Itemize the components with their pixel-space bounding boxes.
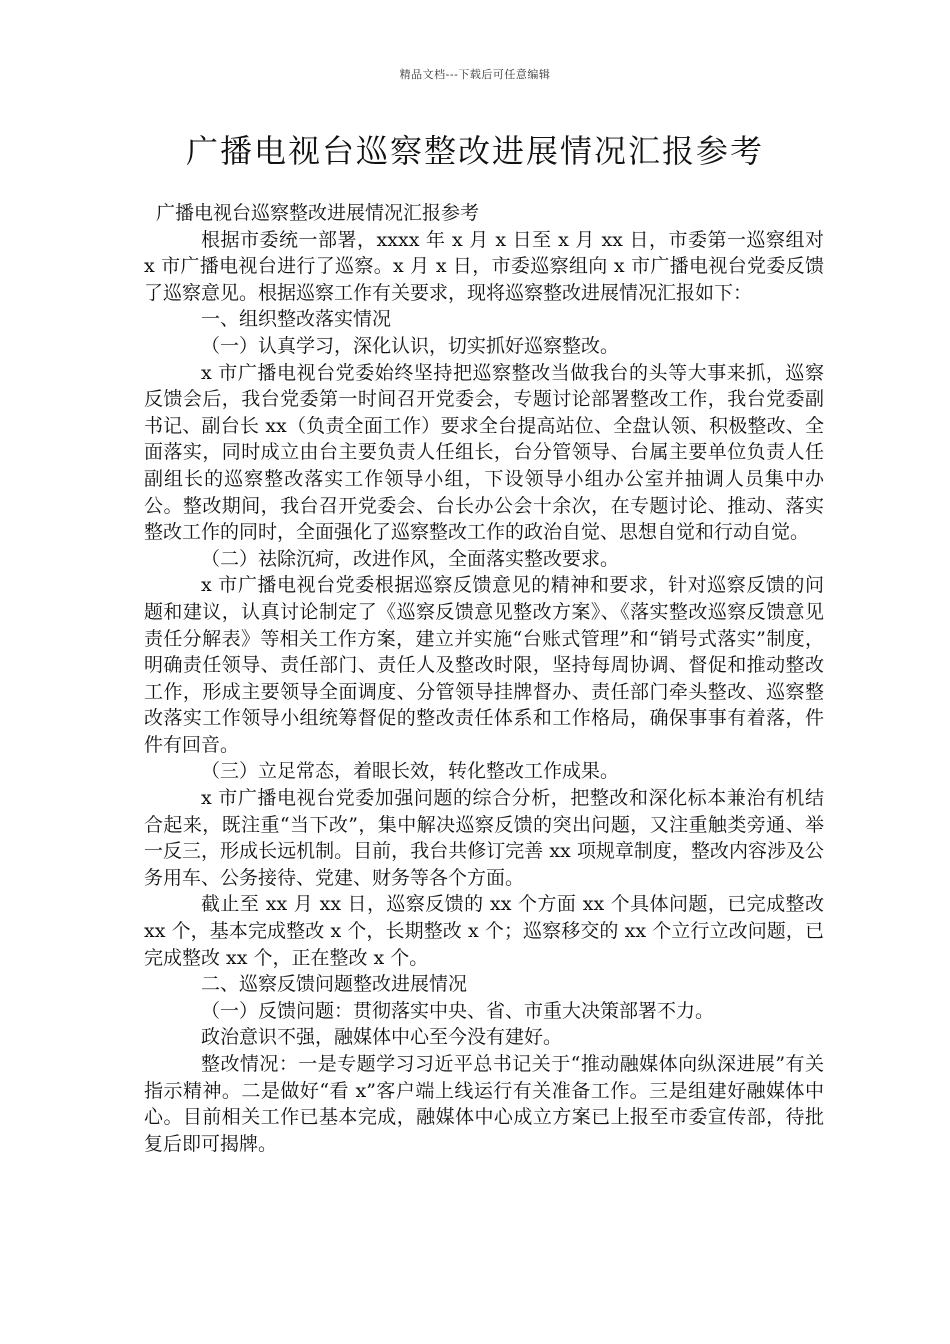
subsection-heading: （二）祛除沉疴，改进作风，全面落实整改要求。 <box>201 547 620 570</box>
paragraph: 政治意识不强，融媒体中心至今没有建好。 <box>201 1026 563 1049</box>
paragraph: 整改情况：一是专题学习习近平总书记关于“推动融媒体向纵深进展”有关指示精神。二是做好“看 x”客户端上线运行有关准备工作。三是组建好融媒体中心。目前相关工作已基本完成，融媒体中心成立方案已上报至市委宣传部，待批复后即可揭牌。 <box>144 1053 824 1155</box>
document-subtitle: 广播电视台巡察整改进展情况汇报参考 <box>156 202 480 224</box>
document-body <box>144 200 824 1157</box>
paragraph: x 市广播电视台党委加强问题的综合分析，把整改和深化标本兼治有机结合起来，既注重“当下改”，集中解决巡察反馈的突出问题，又注重触类旁通、举一反三，形成长远机制。目前，我台共修订完善 xx 项规章制度，整改内容涉及公务用车、公务接待、党建、财务等各个方面。 <box>144 787 824 889</box>
paragraph: x 市广播电视台党委始终坚持把巡察整改当做我台的头等大事来抓，巡察反馈会后，我台党委第一时间召开党委会，专题讨论部署整改工作，我台党委副书记、副台长 xx（负责全面工作）要求全台提高站位、全盘认领、积极整改、全面落实，同时成立由台主要负责人任组长，台分管领导、台属主要单位负责人任副组长的巡察整改落实工作领导小组，下设领导小组办公室并抽调人员集中办公。整改期间，我台召开党委会、台长办公会十余次，在专题讨论、推动、落实整改工作的同时，全面强化了巡察整改工作的政治自觉、思想自觉和行动自觉。 <box>144 361 824 544</box>
subsection-heading: （三）立足常态，着眼长效，转化整改工作成果。 <box>201 760 620 783</box>
paragraph: 截止至 xx 月 xx 日，巡察反馈的 xx 个方面 xx 个具体问题，已完成整改 xx 个，基本完成整改 x 个，长期整改 x 个；巡察移交的 xx 个立行立改问题，已完成整改 xx 个，正在整改 x 个。 <box>144 893 824 969</box>
header-note: 精品文档---下载后可任意编辑 <box>399 68 551 81</box>
paragraph: x 市广播电视台党委根据巡察反馈意见的精神和要求，针对巡察反馈的问题和建议，认真讨论制定了《巡察反馈意见整改方案》、《落实整改巡察反馈意见责任分解表》等相关工作方案，建立并实施“台账式管理”和“销号式落实”制度，明确责任领导、责任部门、责任人及整改时限，坚持每周协调、督促和推动整改工作，形成主要领导全面调度、分管领导挂牌督办、责任部门牵头整改、巡察整改落实工作领导小组统筹督促的整改责任体系和工作格局，确保事事有着落，件件有回音。 <box>144 574 824 756</box>
paragraph: 根据市委统一部署，xxxx 年 x 月 x 日至 x 月 xx 日，市委第一巡察组对 x 市广播电视台进行了巡察。x 月 x 日，市委巡察组向 x 市广播电视台党委反馈了巡察意见。根据巡察工作有关要求，现将巡察整改进展情况汇报如下： <box>144 228 824 304</box>
subsection-heading: （一）反馈问题：贯彻落实中央、省、市重大决策部署不力。 <box>201 999 715 1022</box>
subsection-heading: （一）认真学习，深化认识，切实抓好巡察整改。 <box>201 334 620 357</box>
section-heading: 二、巡察反馈问题整改进展情况 <box>201 973 468 996</box>
section-heading: 一、组织整改落实情况 <box>201 308 392 331</box>
document-title: 广播电视台巡察整改进展情况汇报参考 <box>185 132 764 170</box>
